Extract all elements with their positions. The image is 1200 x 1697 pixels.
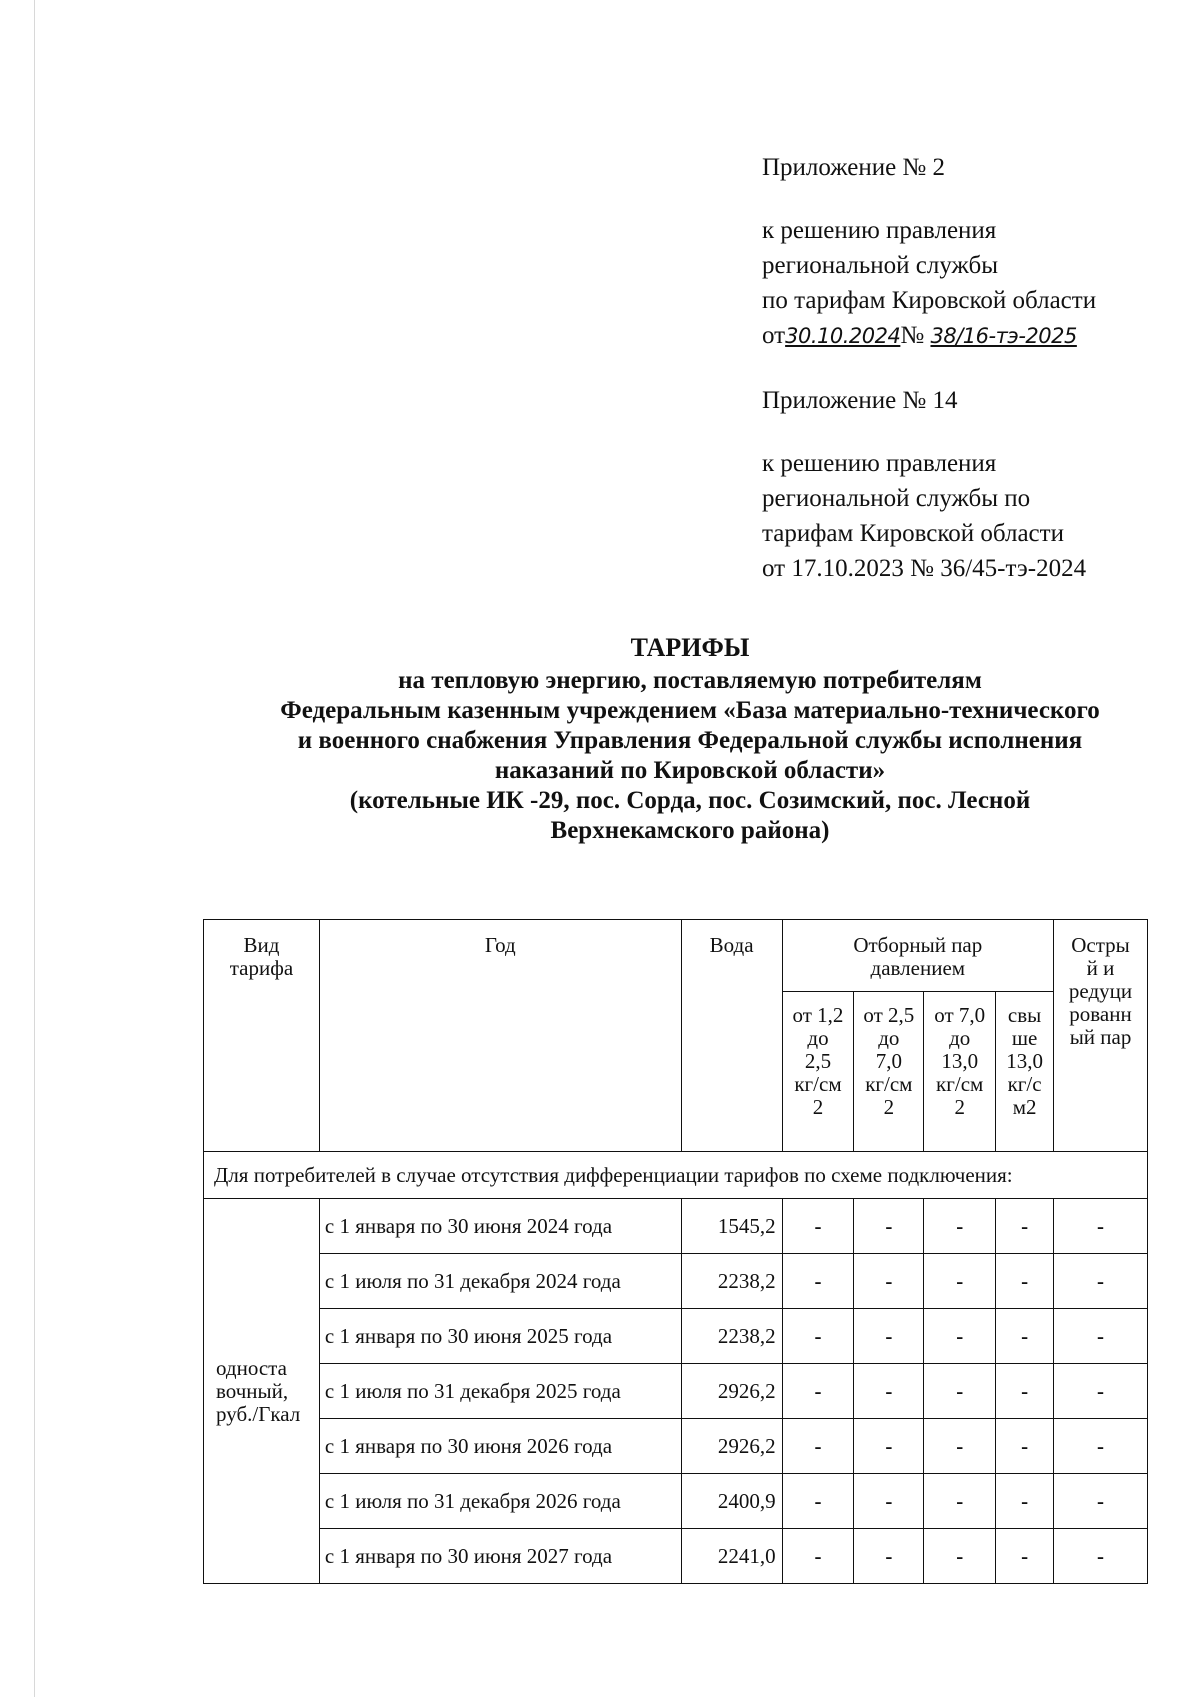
appendix-14-block [762, 383, 1086, 586]
dash-cell: - [1054, 1529, 1148, 1584]
header-pressure-1: от 1,2 до 2,5 кг/см 2 [782, 992, 854, 1152]
dash-cell: - [782, 1254, 854, 1309]
table-row [204, 1419, 1148, 1474]
header-water: Вода [681, 920, 782, 1152]
water-value-cell: 2238,2 [681, 1254, 782, 1309]
dash-cell: - [854, 1199, 924, 1254]
document-heading [190, 633, 1190, 846]
tariff-kind-cell: односта вочный, руб./Гкал [204, 1199, 320, 1584]
period-cell: с 1 января по 30 июня 2024 года [319, 1199, 681, 1254]
appendix-2-ot: от [762, 322, 786, 349]
water-value-cell: 2400,9 [681, 1474, 782, 1529]
appendix-2-ref [762, 318, 1096, 354]
heading-line3: и военного снабжения Управления Федеральной службы исполнения [297, 727, 1083, 754]
header-sharp-steam: Остры й и редуци рованн ый пар [1054, 920, 1148, 1152]
dash-cell: - [854, 1529, 924, 1584]
dash-cell: - [1054, 1364, 1148, 1419]
dash-cell: - [1054, 1254, 1148, 1309]
appendix-14-line4: от 17.10.2023 № 36/45-тэ-2024 [762, 555, 1087, 582]
period-cell: с 1 июля по 31 декабря 2026 года [319, 1474, 681, 1529]
dash-cell: - [1054, 1474, 1148, 1529]
handwritten-number: 38/16-тэ-2025 [930, 324, 1077, 348]
dash-cell: - [782, 1364, 854, 1419]
dash-cell: - [996, 1199, 1054, 1254]
scan-margin-line [34, 0, 35, 1697]
header-pressure-4: свы ше 13,0 кг/с м2 [996, 992, 1054, 1152]
period-cell: с 1 июля по 31 декабря 2025 года [319, 1364, 681, 1419]
period-cell: с 1 января по 30 июня 2025 года [319, 1309, 681, 1364]
heading-line6: Верхнекамского района) [550, 817, 830, 844]
table-row [204, 1199, 1148, 1254]
dash-cell: - [782, 1529, 854, 1584]
water-value-cell: 1545,2 [681, 1199, 782, 1254]
dash-cell: - [924, 1199, 996, 1254]
table-row [204, 1364, 1148, 1419]
dash-cell: - [854, 1364, 924, 1419]
dash-cell: - [996, 1419, 1054, 1474]
heading-line5: (котельные ИК -29, пос. Сорда, пос. Созимский, пос. Лесной [349, 787, 1031, 814]
heading-line4: наказаний по Кировской области» [494, 757, 886, 784]
handwritten-date: 30.10.2024 [785, 324, 901, 348]
dash-cell: - [924, 1529, 996, 1584]
dash-cell: - [996, 1364, 1054, 1419]
appendix-14-title: Приложение № 14 [762, 387, 958, 414]
dash-cell: - [1054, 1199, 1148, 1254]
table-row [204, 1529, 1148, 1584]
dash-cell: - [854, 1419, 924, 1474]
appendix-14-line3: тарифам Кировской области [762, 520, 1064, 547]
water-value-cell: 2241,0 [681, 1529, 782, 1584]
dash-cell: - [1054, 1419, 1148, 1474]
dash-cell: - [924, 1309, 996, 1364]
dash-cell: - [924, 1364, 996, 1419]
appendix-2-title: Приложение № 2 [762, 154, 946, 181]
water-value-cell: 2926,2 [681, 1364, 782, 1419]
dash-cell: - [782, 1419, 854, 1474]
dash-cell: - [782, 1199, 854, 1254]
heading-title: ТАРИФЫ [630, 633, 750, 662]
table-note-row: Для потребителей в случае отсутствия дифференциации тарифов по схеме подключения: [204, 1152, 1148, 1199]
dash-cell: - [854, 1309, 924, 1364]
dash-cell: - [996, 1529, 1054, 1584]
dash-cell: - [924, 1474, 996, 1529]
tariff-table [203, 919, 1148, 1584]
period-cell: с 1 января по 30 июня 2026 года [319, 1419, 681, 1474]
dash-cell: - [1054, 1309, 1148, 1364]
water-value-cell: 2926,2 [681, 1419, 782, 1474]
appendix-14-line2: региональной службы по [762, 485, 1031, 512]
dash-cell: - [924, 1254, 996, 1309]
appendix-2-line2: региональной службы [762, 252, 999, 279]
appendix-2-no: № [900, 322, 925, 349]
dash-cell: - [996, 1254, 1054, 1309]
dash-cell: - [924, 1419, 996, 1474]
header-year: Год [319, 920, 681, 1152]
appendix-2-line1: к решению правления [762, 217, 997, 244]
table-row [204, 1309, 1148, 1364]
period-cell: с 1 июля по 31 декабря 2024 года [319, 1254, 681, 1309]
header-tariff-kind: Вид тарифа [204, 920, 320, 1152]
dash-cell: - [996, 1474, 1054, 1529]
appendix-2-line3: по тарифам Кировской области [762, 287, 1097, 314]
header-selected-steam: Отборный пар давлением [782, 920, 1053, 992]
header-pressure-3: от 7,0 до 13,0 кг/см 2 [924, 992, 996, 1152]
water-value-cell: 2238,2 [681, 1309, 782, 1364]
dash-cell: - [782, 1309, 854, 1364]
appendix-2-block [762, 150, 1096, 354]
header-pressure-2: от 2,5 до 7,0 кг/см 2 [854, 992, 924, 1152]
period-cell: с 1 января по 30 июня 2027 года [319, 1529, 681, 1584]
dash-cell: - [782, 1474, 854, 1529]
appendix-14-line1: к решению правления [762, 450, 997, 477]
dash-cell: - [854, 1254, 924, 1309]
heading-line1: на тепловую энергию, поставляемую потребителям [398, 667, 982, 694]
table-row [204, 1474, 1148, 1529]
dash-cell: - [854, 1474, 924, 1529]
table-row [204, 1254, 1148, 1309]
dash-cell: - [996, 1309, 1054, 1364]
heading-line2: Федеральным казенным учреждением «База материально-технического [280, 697, 1100, 724]
